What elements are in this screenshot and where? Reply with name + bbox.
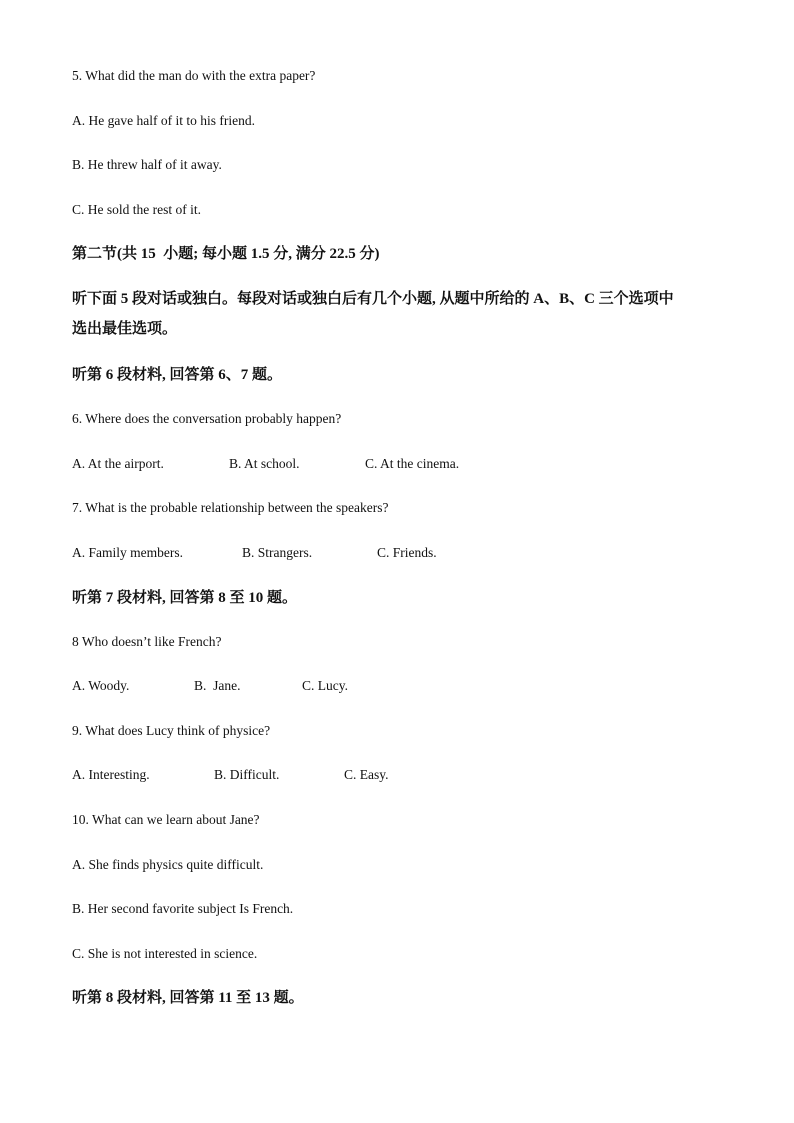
question-8-option-a: A. Woody. bbox=[72, 678, 130, 693]
passage-6-heading: 听第 6 段材料, 回答第 6、7 题。 bbox=[72, 367, 283, 383]
question-8-text: 8 Who doesn’t like French? bbox=[72, 634, 222, 649]
question-7-option-a: A. Family members. bbox=[72, 545, 183, 560]
question-9-option-b: B. Difficult. bbox=[214, 767, 280, 782]
question-10-option-a: A. She finds physics quite difficult. bbox=[72, 857, 264, 872]
question-6-text: 6. Where does the conversation probably happen? bbox=[72, 411, 342, 426]
question-5-text: 5. What did the man do with the extra paper? bbox=[72, 68, 316, 83]
question-8-option-c: C. Lucy. bbox=[302, 678, 348, 693]
question-6-option-a: A. At the airport. bbox=[72, 456, 164, 471]
question-10-option-c: C. She is not interested in science. bbox=[72, 946, 258, 961]
question-5-option-b: B. He threw half of it away. bbox=[72, 157, 222, 172]
question-5-option-c: C. He sold the rest of it. bbox=[72, 202, 201, 217]
section-2-title: 第二节(共 15 小题; 每小题 1.5 分, 满分 22.5 分) bbox=[72, 246, 380, 262]
question-6-option-c: C. At the cinema. bbox=[365, 456, 460, 471]
question-10-option-b: B. Her second favorite subject Is French. bbox=[72, 901, 294, 916]
section-2-instruction-line-1: 听下面 5 段对话或独白。每段对话或独白后有几个小题, 从题中所给的 A、B、C 三个选项中 bbox=[72, 291, 674, 307]
question-9-option-c: C. Easy. bbox=[344, 767, 389, 782]
question-10-text: 10. What can we learn about Jane? bbox=[72, 812, 260, 827]
passage-7-heading: 听第 7 段材料, 回答第 8 至 10 题。 bbox=[72, 590, 298, 606]
question-7-option-c: C. Friends. bbox=[377, 545, 437, 560]
question-7-option-b: B. Strangers. bbox=[242, 545, 313, 560]
section-2-instruction-line-2: 选出最佳选项。 bbox=[72, 321, 178, 337]
passage-8-heading: 听第 8 段材料, 回答第 11 至 13 题。 bbox=[72, 990, 304, 1006]
question-9-text: 9. What does Lucy think of physice? bbox=[72, 723, 271, 738]
question-9-option-a: A. Interesting. bbox=[72, 767, 150, 782]
question-7-text: 7. What is the probable relationship between the speakers? bbox=[72, 500, 389, 515]
question-5-option-a: A. He gave half of it to his friend. bbox=[72, 113, 255, 128]
question-8-option-b: B. Jane. bbox=[194, 678, 241, 693]
question-6-option-b: B. At school. bbox=[229, 456, 300, 471]
